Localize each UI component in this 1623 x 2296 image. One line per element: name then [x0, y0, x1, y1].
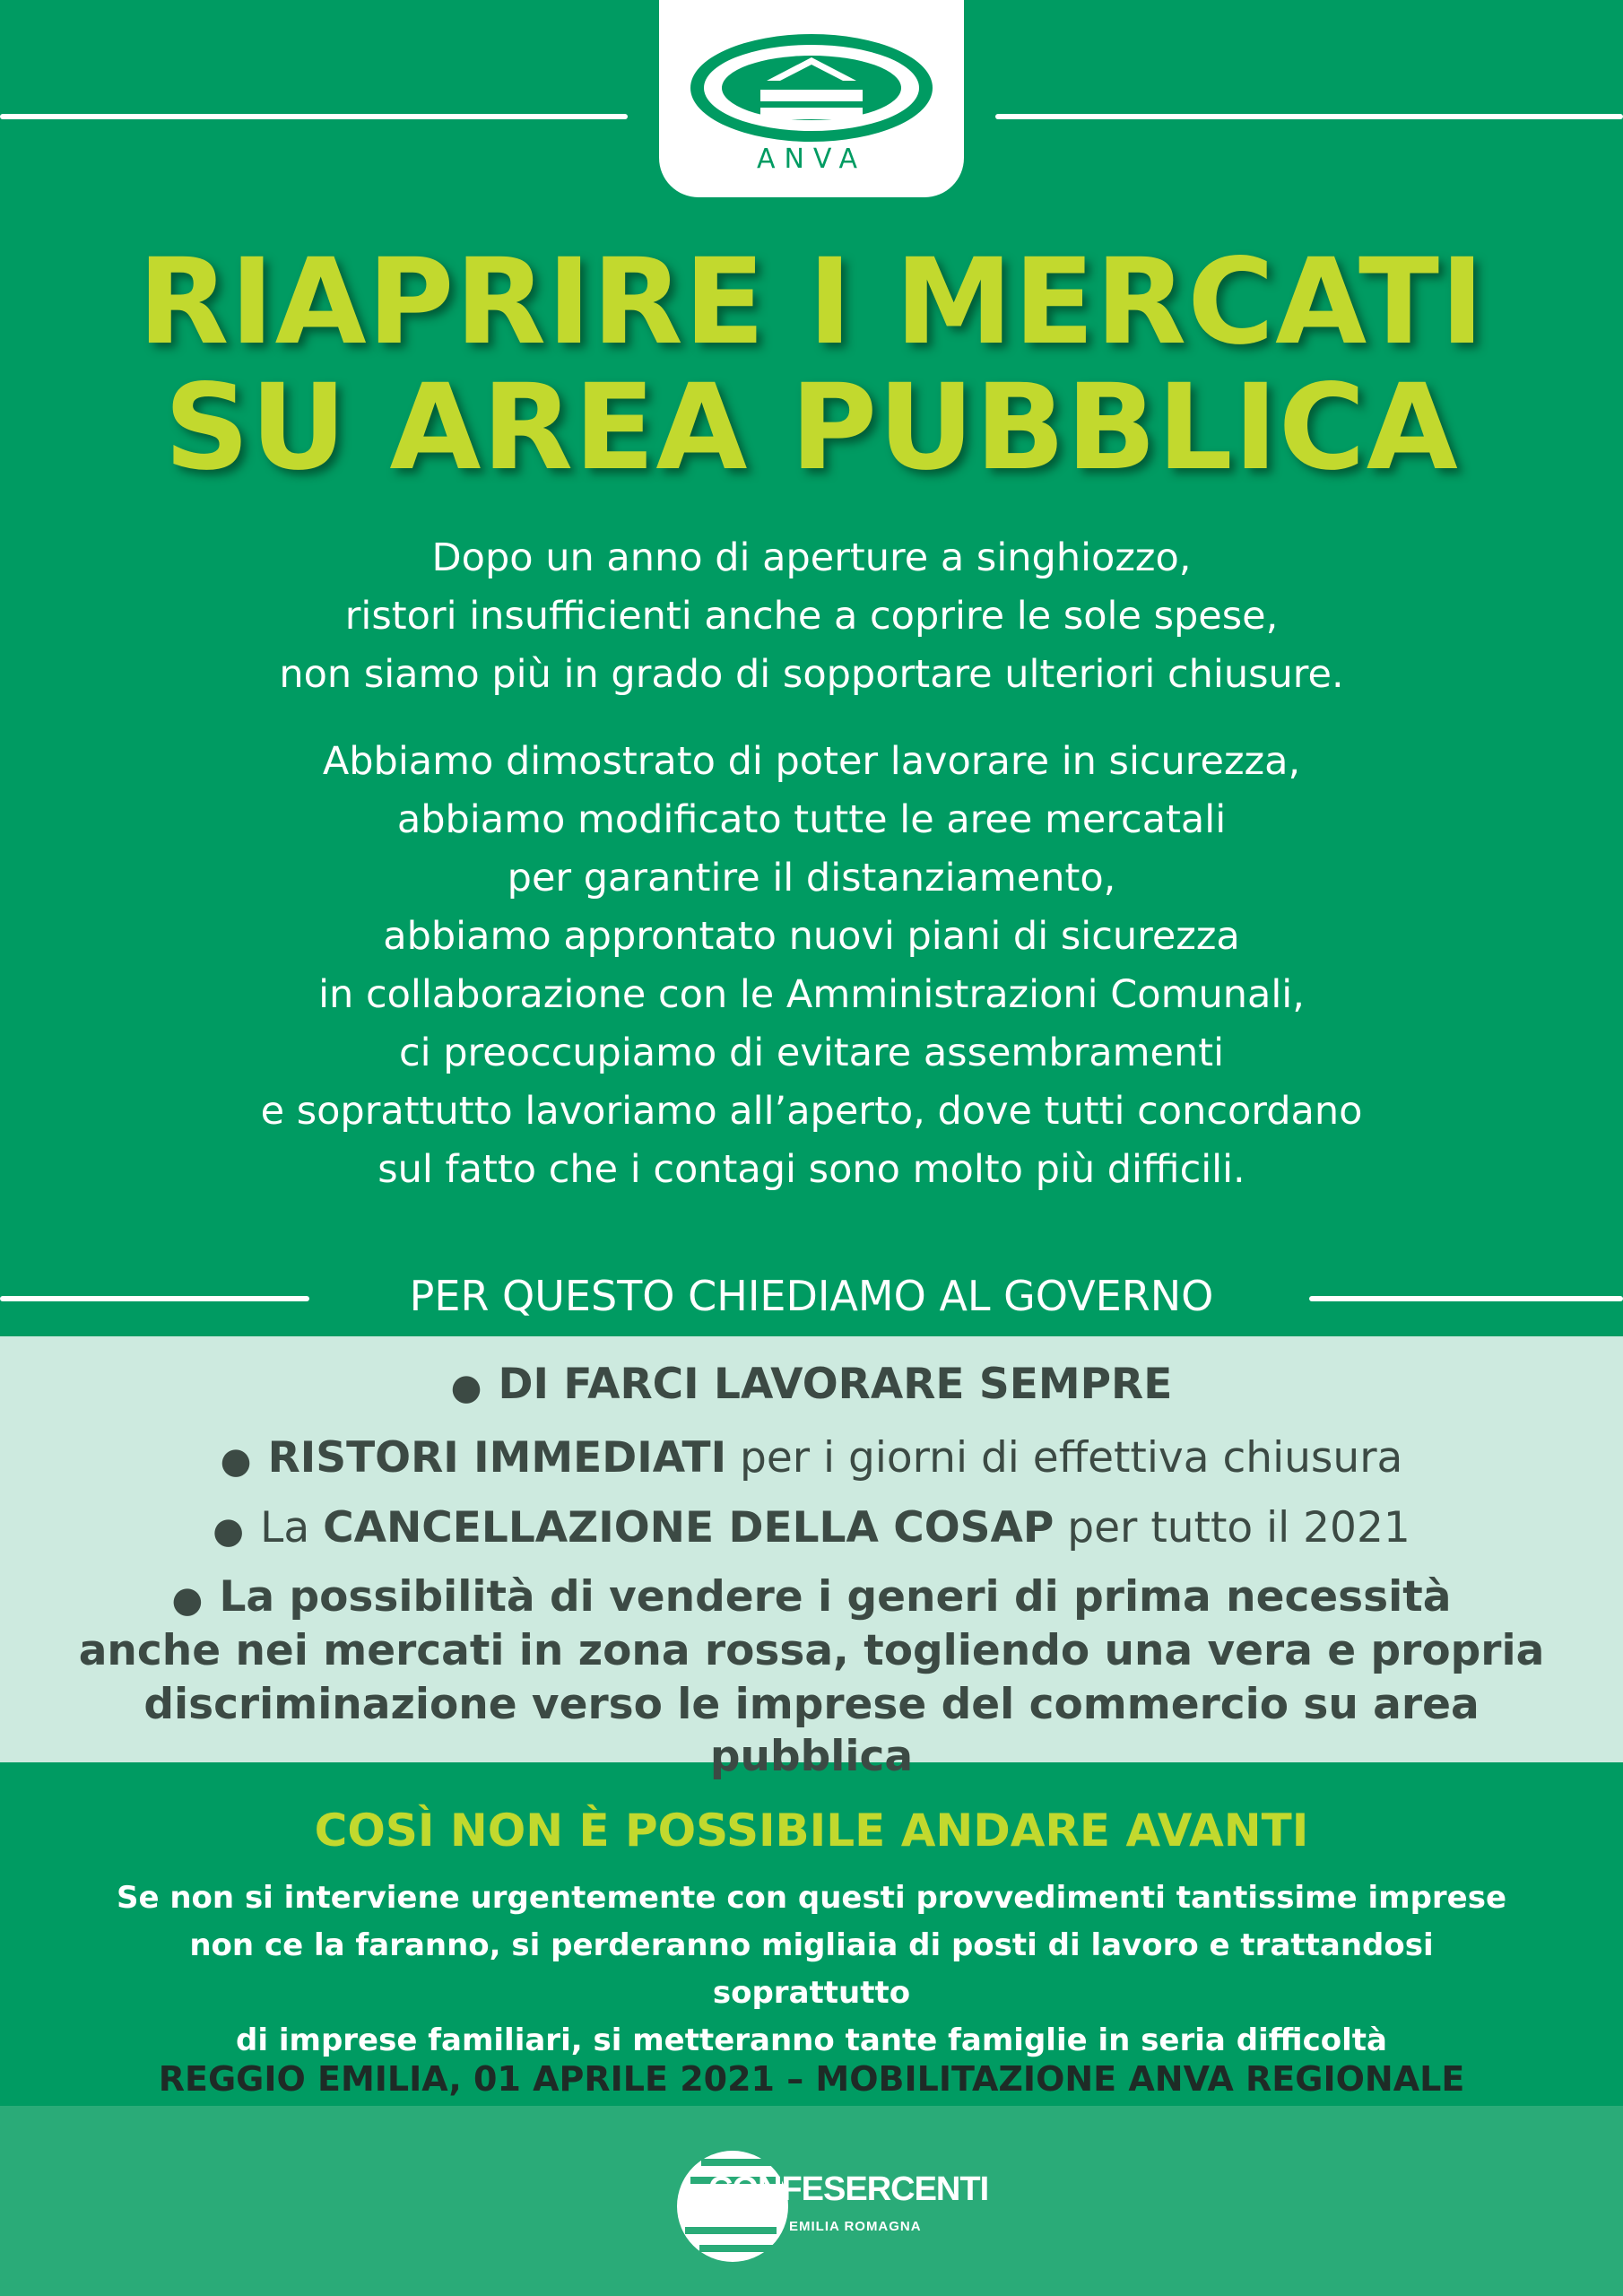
intro-line: non siamo più in grado di sopportare ulteriori chiusure.	[279, 652, 1344, 697]
house-icon	[690, 34, 933, 142]
body-line: sul fatto che i contagi sono molto più difficili.	[378, 1147, 1245, 1192]
closing-heading: COSÌ NON È POSSIBILE ANDARE AVANTI	[314, 1805, 1309, 1857]
bullet-icon: ●	[220, 1439, 252, 1482]
closing-line: di imprese familiari, si metteranno tante famiglie in seria difficoltà	[236, 2022, 1387, 2058]
intro-line: ristori insufficienti anche a coprire le sole spese,	[344, 594, 1279, 639]
demand-item: ● La CANCELLAZIONE DELLA COSAP per tutto il 2021	[213, 1503, 1410, 1552]
closing-line: non ce la faranno, si perderanno migliaia di posti di lavoro e trattandosi soprattutto	[189, 1927, 1434, 2011]
section-heading-text: PER QUESTO CHIEDIAMO AL GOVERNO	[383, 1272, 1241, 1320]
page-title-line-1: RIAPRIRE I MERCATI	[137, 233, 1486, 371]
demand-item: ● La possibilità di vendere i generi di prima necessità	[171, 1572, 1452, 1622]
body-line: abbiamo approntato nuovi piani di sicurezza	[383, 914, 1240, 959]
page-title-line-2: SU AREA PUBBLICA	[164, 359, 1459, 497]
event-footer: REGGIO EMILIA, 01 APRILE 2021 – MOBILITAZIONE ANVA REGIONALE	[158, 2059, 1465, 2099]
anva-logo	[659, 0, 964, 197]
body-line: abbiamo modificato tutte le aree mercatali	[396, 797, 1227, 842]
header-line-right	[995, 114, 1623, 119]
closing-line: Se non si interviene urgentemente con questi provvedimenti tantissime imprese	[116, 1880, 1507, 1916]
body-line: in collaborazione con le Amministrazioni Comunali,	[318, 972, 1305, 1017]
closing-text	[90, 1874, 1533, 2065]
sponsor-name: CONFESERCENTI	[708, 2170, 989, 2208]
bullet-icon: ●	[171, 1578, 204, 1621]
anva-logo-text: ANVA	[756, 144, 867, 175]
body-line: per garantire il distanziamento,	[507, 856, 1116, 900]
demand-item-continuation: discriminazione verso le imprese del commercio su area pubblica	[143, 1680, 1480, 1781]
bullet-icon: ●	[213, 1509, 245, 1552]
body-line: e soprattutto lavoriamo all’aperto, dove tutti concordano	[260, 1089, 1363, 1134]
bullet-icon: ●	[450, 1366, 482, 1408]
body-line: ci preoccupiamo di evitare assembramenti	[398, 1031, 1225, 1075]
body-line: Abbiamo dimostrato di poter lavorare in sicurezza,	[322, 739, 1301, 784]
header-line-left	[0, 114, 628, 119]
intro-line: Dopo un anno di aperture a singhiozzo,	[431, 535, 1192, 580]
demand-item-continuation: anche nei mercati in zona rossa, togliendo una vera e propria	[78, 1626, 1545, 1675]
sponsor-region: EMILIA ROMAGNA	[789, 2219, 922, 2234]
anva-logo-mark	[690, 34, 933, 142]
section-heading	[0, 1269, 1623, 1323]
demand-item: ● RISTORI IMMEDIATI per i giorni di effettiva chiusura	[220, 1433, 1403, 1483]
demand-item: ● DI FARCI LAVORARE SEMPRE	[450, 1360, 1173, 1409]
